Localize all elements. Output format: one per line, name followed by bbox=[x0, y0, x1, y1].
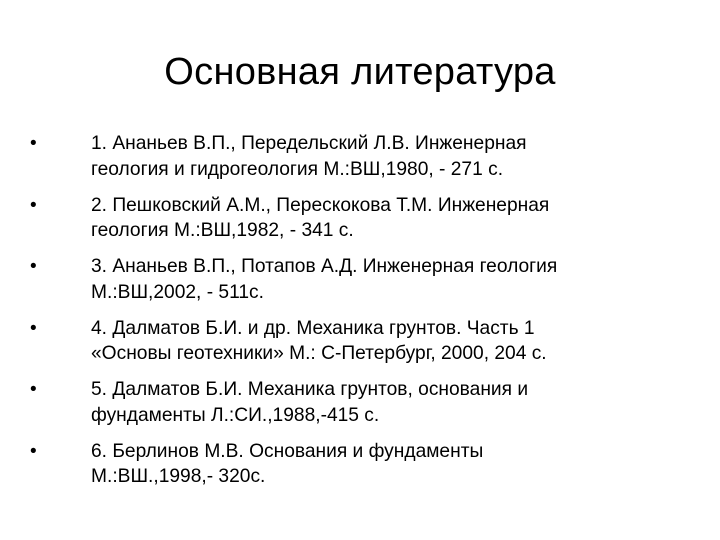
bullet-icon: • bbox=[30, 440, 37, 462]
reference-text-line: 1. Ананьев В.П., Передельский Л.В. Инженерная bbox=[91, 133, 527, 154]
reference-text-line: 3. Ананьев В.П., Потапов А.Д. Инженерная геология bbox=[91, 256, 558, 278]
reference-text-line: М.:ВШ,2002, - 511с. bbox=[91, 281, 264, 303]
bullet-icon: • bbox=[30, 194, 37, 216]
reference-text-line: М.:ВШ.,1998,- 320с. bbox=[91, 466, 266, 488]
reference-text-line: 5. Далматов Б.И. Механика грунтов, основания и bbox=[91, 379, 529, 401]
list-item bbox=[30, 254, 700, 305]
bullet-icon: • bbox=[30, 379, 37, 401]
bullet-icon: • bbox=[30, 256, 37, 278]
reference-text-line: 2. Пешковский А.М., Перескокова Т.М. Инженерная bbox=[91, 194, 550, 216]
list-item bbox=[30, 377, 700, 428]
reference-text-line: геология и гидрогеология М.:ВШ,1980, - 271 с. bbox=[91, 158, 504, 180]
reference-text-line: геология М.:ВШ,1982, - 341 с. bbox=[91, 220, 354, 242]
reference-list bbox=[30, 131, 700, 501]
list-item bbox=[30, 439, 700, 490]
reference-text-line: 4. Далматов Б.И. и др. Механика грунтов. Часть 1 bbox=[91, 317, 535, 339]
bullet-icon: • bbox=[30, 317, 37, 339]
list-item bbox=[30, 193, 700, 244]
bullet-icon: • bbox=[30, 133, 37, 154]
reference-text-line: «Основы геотехники» М.: С-Петербург, 2000, 204 с. bbox=[91, 343, 547, 365]
list-item bbox=[30, 131, 700, 182]
slide-title: Основная литература bbox=[164, 51, 556, 93]
reference-text-line: фундаменты Л.:СИ.,1988,-415 с. bbox=[91, 404, 380, 426]
reference-text-line: 6. Берлинов М.В. Основания и фундаменты bbox=[91, 440, 484, 462]
list-item bbox=[30, 316, 700, 367]
